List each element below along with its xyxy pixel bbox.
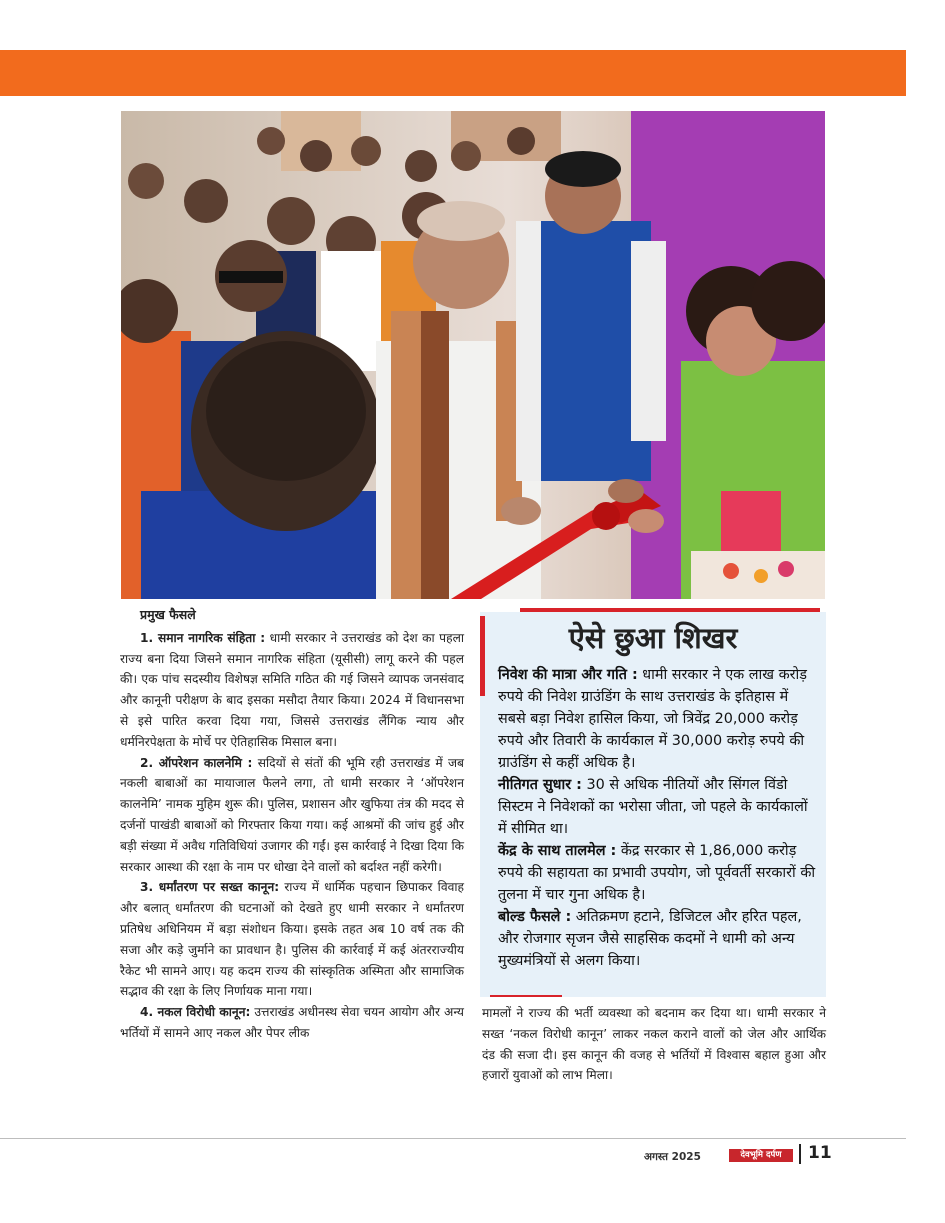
- decision-4-text: उत्तराखंड अधीनस्थ सेवा चयन आयोग और अन्य भर्तियों में सामने आए नकल और पेपर लीक: [120, 1005, 465, 1040]
- box-title: ऐसे छुआ शिखर: [568, 621, 738, 655]
- decision-2-title: 2. ऑपरेशन कालनेमि :: [140, 755, 253, 770]
- decision-3: [120, 877, 464, 1002]
- decision-2-text: सदियों से संतों की भूमि रही उत्तराखंड में जब नकली बाबाओं का मायाजाल फैलने लगा, तो धामी सरकार ने ‘ऑपरेशन कालनेमि’ नामक मुहिम शुरू की। पुलिस, प्रशासन और खुफिया तंत्र की मदद से दर्जनों पाखंडी बाबाओं को गिरफ्तार किया गया। कई आश्रमों की जांच हुई और बड़ी संख्या में अवैध गतिविधियां उजागर की गईं। इस कार्रवाई ने दिखा दिया कि सरकार आस्था की रक्षा के नाम पर धोखा देने वालों को बर्दाश्त नहीं करेगी।: [120, 755, 464, 874]
- box-item-text: केंद्र सरकार से 1,86,000 करोड़ रुपये की सहायता का प्रभावी उपयोग, जो पूर्ववर्ती सरकारों की तुलना में चार गुना अधिक है।: [498, 843, 816, 903]
- ribbon-cutting-photo: [121, 111, 825, 599]
- box-item-label: केंद्र के साथ तालमेल :: [498, 843, 617, 859]
- highlight-box: [480, 612, 826, 997]
- box-item-text: धामी सरकार ने एक लाख करोड़ रुपये की निवेश ग्राउंडिंग के साथ उत्तराखंड के इतिहास में सबसे बड़ा निवेश हासिल किया, जो त्रिवेंद्र 20,000 करोड़ रुपये और तिवारी के कार्यकाल में 30,000 करोड़ रुपये की ग्राउंडिंग से कहीं अधिक है।: [498, 667, 807, 771]
- right-column-continuation: [482, 1003, 826, 1086]
- box-item-text: 30 से अधिक नीतियों और सिंगल विंडो सिस्टम ने निवेशकों का भरोसा जीता, जो पहले के कार्यकालों में सीमित था।: [498, 777, 808, 837]
- box-bottom-accent: [490, 995, 562, 997]
- decision-3-text: राज्य में धार्मिक पहचान छिपाकर विवाह और बलात् धर्मांतरण की घटनाओं को देखते हुए धामी सरकार ने धर्मांतरण प्रतिषेध अधिनियम में बड़ा संशोधन किया। इसके तहत अब 10 वर्ष तक की सजा और कड़े जुर्माने का प्रावधान है। पुलिस की कार्रवाई में कई अंतरराज्यीय रैकेट भी सामने आए। यह कदम राज्य की सांस्कृतिक अस्मिता और सामाजिक सद्भाव की रक्षा के लिए निर्णायक माना गया।: [120, 880, 464, 999]
- decision-3-title: 3. धर्मांतरण पर सख्त कानून:: [140, 880, 280, 895]
- box-item: [498, 906, 816, 972]
- box-body: [498, 664, 816, 972]
- footer-date: अगस्त 2025: [644, 1151, 701, 1163]
- continuation-text: मामलों ने राज्य की भर्ती व्यवस्था को बदनाम कर दिया था। धामी सरकार ने सख्त ‘नकल विरोधी कानून’ लाकर नकल कराने वालों को जेल और आर्थिक दंड की सजा दी। इस कानून की वजह से भर्तियों में विश्वास बहाल हुआ और हजारों युवाओं को लाभ मिला।: [482, 1006, 826, 1083]
- decision-1-title: 1. समान नागरिक संहिता :: [140, 630, 266, 645]
- decision-4-title: 4. नकल विरोधी कानून:: [140, 1005, 251, 1020]
- footer-separator: [799, 1144, 801, 1164]
- page-number: 11: [808, 1143, 832, 1163]
- box-item-text: अतिक्रमण हटाने, डिजिटल और हरित पहल, और रोजगार सृजन जैसे साहसिक कदमों ने धामी को अन्य मुख्यमंत्रियों से अलग किया।: [498, 909, 802, 969]
- header-band: [0, 50, 906, 96]
- footer-rule: [0, 1138, 906, 1139]
- decision-1-text: धामी सरकार ने उत्तराखंड को देश का पहला राज्य बना दिया जिसने समान नागरिक संहिता (यूसीसी) लागू करने की पहल की। एक पांच सदस्यीय विशेषज्ञ समिति गठित की गई जिसने व्यापक जनसंवाद और कानूनी परीक्षण के बाद इसका मसौदा तैयार किया। 2024 में विधानसभा से इसे पारित करवा दिया गया, जिससे उत्तराखंड लैंगिक न्याय और धर्मनिरपेक्षता के मोर्चे पर ऐतिहासिक मिसाल बना।: [120, 630, 464, 749]
- decision-4: [120, 1002, 464, 1044]
- box-item: [498, 840, 816, 906]
- box-item: [498, 664, 816, 774]
- box-item: [498, 774, 816, 840]
- box-item-label: बोल्ड फैसले :: [498, 909, 572, 925]
- decision-2: [120, 753, 464, 878]
- box-item-label: निवेश की मात्रा और गति :: [498, 667, 638, 683]
- section-heading: प्रमुख फैसले: [140, 607, 196, 622]
- left-column: [120, 605, 464, 1044]
- box-top-accent: [520, 608, 820, 612]
- magazine-logo: देवभूमि दर्पण: [729, 1149, 793, 1162]
- photo-illustration: [121, 111, 825, 599]
- decision-1: [120, 628, 464, 753]
- box-item-label: नीतिगत सुधार :: [498, 777, 582, 793]
